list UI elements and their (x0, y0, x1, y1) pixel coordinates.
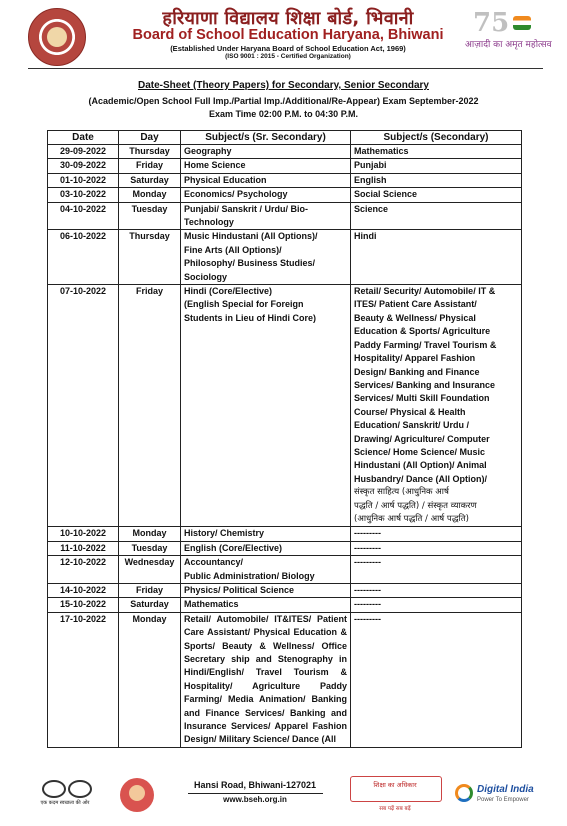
date-cell-text: 07-10-2022 (59, 286, 107, 297)
day-cell-text: Thursday (129, 231, 170, 242)
sr-secondary-subjects (181, 230, 351, 285)
table-row (48, 612, 522, 747)
date-cell-text: 03-10-2022 (59, 189, 107, 200)
date-cell-text: 11-10-2022 (60, 542, 106, 553)
secondary-subjects (351, 145, 522, 159)
day-cell-text: Monday (132, 613, 167, 624)
secondary-subjects-text: --------- (354, 585, 381, 595)
secondary-subjects-text: Punjabi (354, 160, 387, 171)
table-row (48, 556, 522, 584)
day-cell (119, 159, 181, 173)
date-cell (48, 230, 119, 285)
shiksha-text: शिक्षा का अधिकार (373, 781, 417, 789)
secondary-subjects (351, 584, 522, 598)
date-cell (48, 612, 119, 747)
sr-secondary-subjects (181, 159, 351, 173)
secondary-subjects (351, 202, 522, 230)
beti-bachao-logo-icon (120, 778, 154, 812)
date-cell-text: 15-10-2022 (59, 599, 107, 610)
day-cell-text: Friday (135, 585, 163, 595)
day-cell (119, 188, 181, 202)
sr-secondary-subjects-text: Home Science (184, 160, 246, 171)
header-divider (28, 68, 543, 69)
table-row (48, 584, 522, 598)
iso-note: (ISO 9001 : 2015 - Certified Organization) (225, 53, 351, 60)
sr-secondary-subjects-text: Punjabi/ Sanskrit / Urdu/ Bio- Technology (184, 203, 309, 228)
secondary-subjects-text: --------- (354, 599, 381, 610)
date-cell-text: 30-09-2022 (59, 160, 107, 171)
day-cell (119, 584, 181, 598)
day-cell-text: Saturday (130, 174, 169, 185)
secondary-subjects (351, 556, 522, 584)
day-cell (119, 285, 181, 527)
swachh-text: एक कदम स्वच्छता की ओर (40, 800, 90, 806)
date-cell (48, 527, 119, 541)
sr-secondary-subjects (181, 202, 351, 230)
day-cell (119, 527, 181, 541)
sr-secondary-subjects-text: Accountancy/ Public Administration/ Biology (184, 557, 315, 581)
glasses-icon (38, 780, 92, 796)
footer (0, 758, 567, 826)
doc-subtitle: (Academic/Open School Full Imp./Partial Imp./Additional/Re-Appear) Exam September-2022 (88, 96, 479, 106)
table-row (48, 202, 522, 230)
day-cell (119, 598, 181, 612)
sr-secondary-subjects (181, 612, 351, 747)
sr-secondary-subjects-text: Physical Education (184, 174, 267, 185)
header-day: Day (119, 131, 181, 145)
day-cell-text: Friday (135, 160, 163, 171)
date-cell (48, 202, 119, 230)
day-cell (119, 230, 181, 285)
date-cell-text: 10-10-2022 (59, 528, 107, 539)
sr-secondary-subjects-text: Music Hindustani (All Options)/ Fine Arts (All Options)/ Philosophy/ Business Studies/ Sociology (184, 231, 318, 282)
day-cell-text: Monday (132, 528, 167, 539)
address-divider (188, 793, 323, 794)
secondary-subjects-text: --------- (354, 557, 381, 568)
digital-india-logo (455, 782, 555, 812)
digital-india-title: Digital India (477, 784, 534, 795)
date-cell-text: 01-10-2022 (59, 174, 107, 185)
table-row (48, 145, 522, 159)
sr-secondary-subjects-text: English (Core/Elective) (184, 542, 283, 553)
day-cell (119, 173, 181, 187)
digital-india-icon (455, 784, 473, 802)
table-row (48, 527, 522, 541)
flag-icon (513, 16, 531, 30)
exam-time: Exam Time 02:00 P.M. to 04:30 P.M. (208, 109, 359, 119)
table-row (48, 598, 522, 612)
table-row (48, 230, 522, 285)
sr-secondary-subjects (181, 541, 351, 555)
table-header-row (48, 131, 522, 145)
sr-secondary-subjects-text: Economics/ Psychology (184, 189, 288, 200)
board-logo-icon (28, 8, 86, 66)
secondary-subjects-text: Science (354, 203, 389, 214)
date-cell (48, 145, 119, 159)
sr-secondary-subjects (181, 188, 351, 202)
letterhead (0, 0, 567, 68)
table-row (48, 188, 522, 202)
secondary-subjects-text: Social Science (354, 189, 418, 200)
secondary-subjects (351, 159, 522, 173)
date-cell-text: 06-10-2022 (59, 231, 107, 242)
secondary-subjects-text: --------- (354, 528, 381, 539)
day-cell (119, 145, 181, 159)
secondary-subjects-text: Mathematics (354, 146, 409, 156)
date-cell-text: 04-10-2022 (59, 203, 107, 214)
day-cell-text: Saturday (130, 599, 169, 610)
secondary-subjects-text: English (354, 174, 387, 185)
azadi-text: आज़ादी का अमृत महोत्सव (465, 40, 552, 50)
date-cell-text: 12-10-2022 (59, 557, 107, 568)
digital-india-tagline: Power To Empower (477, 797, 529, 803)
date-cell (48, 173, 119, 187)
day-cell (119, 541, 181, 555)
day-cell (119, 612, 181, 747)
secondary-subjects (351, 173, 522, 187)
secondary-subjects (351, 230, 522, 285)
sr-secondary-subjects (181, 285, 351, 527)
date-cell-text: 17-10-2022 (59, 613, 107, 624)
board-name-hindi: हरियाणा विद्यालय शिक्षा बोर्ड, भिवानी (162, 8, 414, 29)
sr-secondary-subjects-text: History/ Chemistry (184, 528, 265, 539)
day-cell (119, 556, 181, 584)
date-cell-text: 29-09-2022 (59, 146, 107, 156)
secondary-subjects (351, 541, 522, 555)
day-cell (119, 202, 181, 230)
day-cell-text: Tuesday (131, 542, 168, 553)
sr-secondary-subjects-text: Geography (184, 146, 232, 156)
sr-secondary-subjects (181, 598, 351, 612)
secondary-subjects (351, 188, 522, 202)
sr-secondary-subjects (181, 584, 351, 598)
table-row (48, 285, 522, 527)
date-cell (48, 159, 119, 173)
board-address: Hansi Road, Bhiwani-127021 (193, 780, 317, 790)
date-cell (48, 285, 119, 527)
day-cell-text: Thursday (129, 146, 170, 156)
secondary-subjects-text: Retail/ Security/ Automobile/ IT & ITES/ Patient Care Assistant/ Beauty & Wellness/ Physical Education & Sports/ Agriculture Paddy Farming/ Travel Tourism & Hospitality/ Apparel Fashion Design/ Banking and Finance Services/ Banking and Insurance Services/ Multi Skill Foundation Course/ Physical & Health Education/ Sanskrit/ Urdu / Drawing/ Agriculture/ Computer Science/ Home Science/ Music Hindustani (All Option)/ Animal Husbandry/ Dance (All Option)/ (354, 286, 497, 484)
sr-secondary-subjects (181, 145, 351, 159)
date-cell (48, 556, 119, 584)
secondary-subjects-text: --------- (354, 542, 381, 553)
secondary-subjects (351, 285, 522, 527)
date-cell (48, 584, 119, 598)
sanskrit-subjects-hindi: संस्कृत साहित्य (आधुनिक आर्ष पद्धति / आर्ष पद्धति) / संस्कृत व्याकरण (आधुनिक आर्ष पद्धति / आर्ष पद्धति) (354, 487, 477, 524)
doc-title: Date-Sheet (Theory Papers) for Secondary, Senior Secondary (137, 80, 429, 91)
day-cell-text: Monday (132, 189, 167, 200)
sr-secondary-subjects-text: Hindi (Core/Elective) (English Special for Foreign Students in Lieu of Hindi Core) (184, 286, 316, 323)
secondary-subjects-text: --------- (354, 613, 381, 624)
header-sr-secondary: Subject/s (Sr. Secondary) (181, 131, 351, 145)
azadi-number: 75 (473, 8, 510, 38)
day-cell-text: Tuesday (131, 203, 168, 214)
secondary-subjects (351, 612, 522, 747)
swachh-bharat-logo (30, 778, 100, 806)
right-to-education-logo (350, 776, 440, 816)
day-cell-text: Friday (135, 286, 163, 297)
board-website: www.bseh.org.in (223, 795, 287, 804)
sr-secondary-subjects-text: Mathematics (184, 599, 239, 610)
date-cell (48, 188, 119, 202)
table-row (48, 159, 522, 173)
sr-secondary-subjects (181, 556, 351, 584)
azadi-ka-amrit-mahotsav-logo (465, 8, 550, 60)
secondary-subjects (351, 527, 522, 541)
date-cell (48, 541, 119, 555)
date-cell-text: 14-10-2022 (59, 585, 107, 595)
table-row (48, 541, 522, 555)
sr-secondary-subjects (181, 173, 351, 187)
header-date: Date (48, 131, 119, 145)
established-note: (Established Under Haryana Board of School Education Act, 1969) (170, 44, 406, 53)
table-row (48, 173, 522, 187)
date-sheet-table (47, 130, 522, 748)
secondary-subjects (351, 598, 522, 612)
secondary-subjects-text: Hindi (354, 231, 377, 242)
shiksha-slogan: सब पढ़ें सब बढ़ें (379, 806, 411, 812)
sr-secondary-subjects-text: Physics/ Political Science (184, 585, 295, 595)
date-cell (48, 598, 119, 612)
sr-secondary-subjects-text: Retail/ Automobile/ IT&ITES/ Patient Care Assistant/ Physical Education & Sports/ Beauty & Wellness/ Office Secretary ship and Stenography in Hindi/English/ Travel Tourism & Hospitality/ Agriculture Paddy Farming/ Media Animation/ Banking and Finance Services/ Banking and Insurance Services/ Apparel Fashion Design/ Military Science/ Dance (All (184, 613, 347, 745)
day-cell-text: Wednesday (124, 557, 175, 568)
board-name-english: Board of School Education Haryana, Bhiwani (132, 27, 444, 43)
header-secondary: Subject/s (Secondary) (351, 131, 522, 145)
sr-secondary-subjects (181, 527, 351, 541)
